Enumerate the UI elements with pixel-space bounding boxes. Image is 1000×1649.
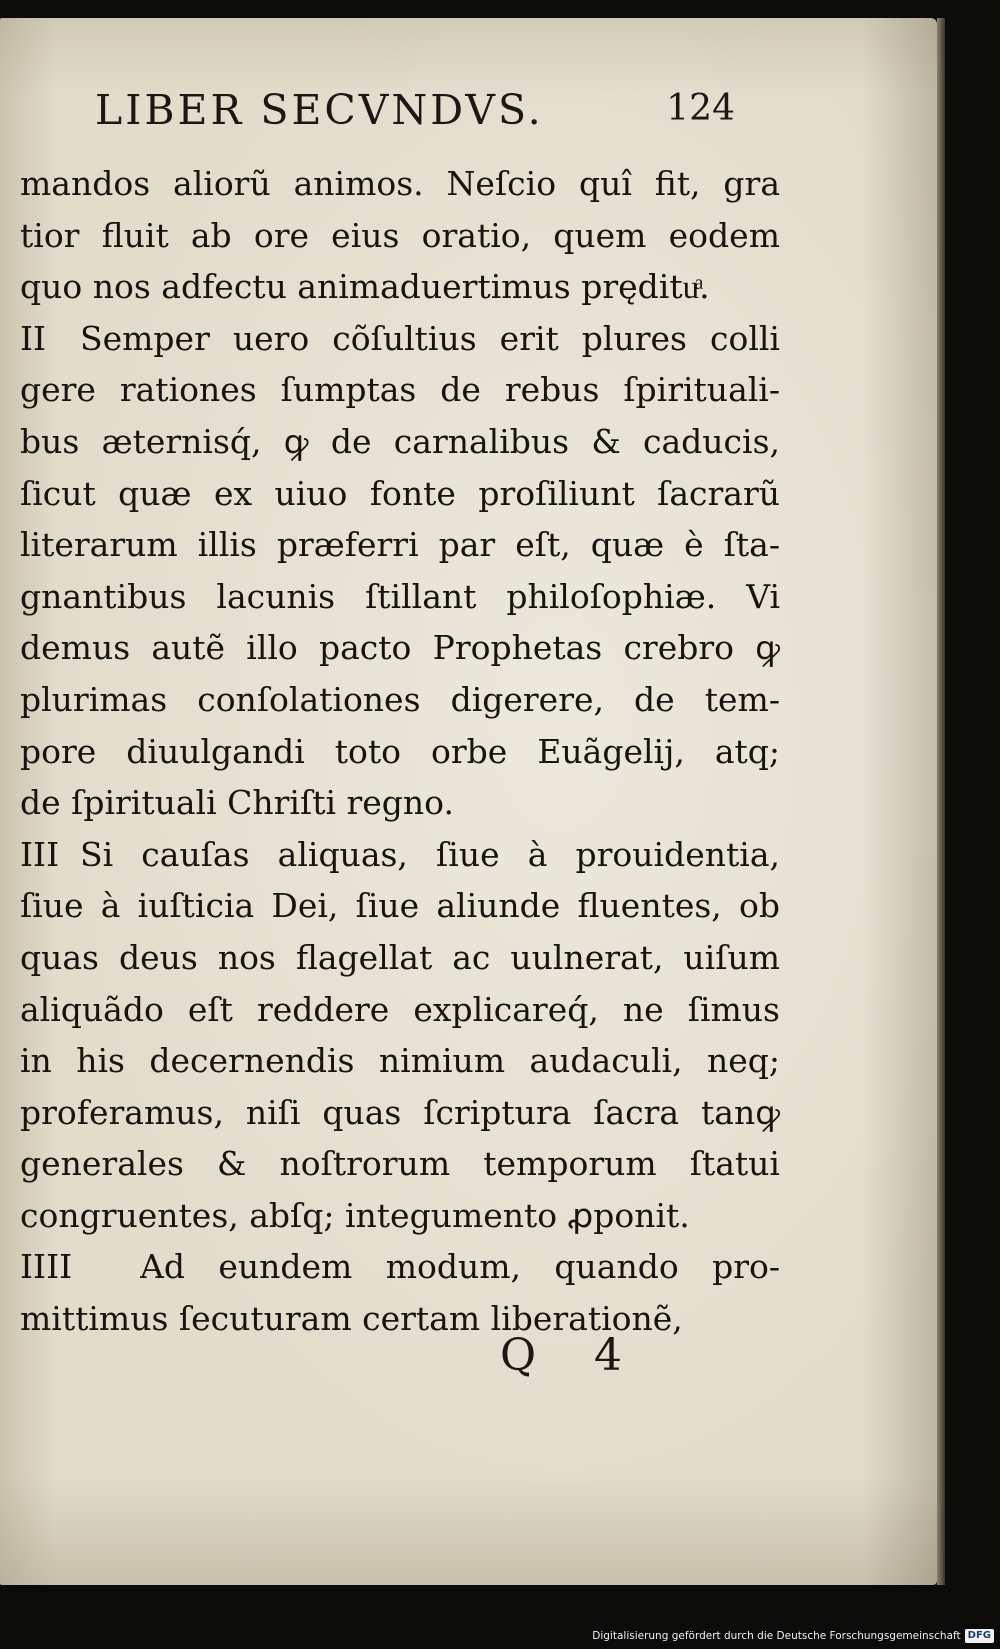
text-line	[20, 571, 780, 623]
line-text: literarum illis præferri par eſt, quæ è ſta-	[20, 525, 780, 565]
line-text: tior fluit ab ore eius oratio, quem eodem	[20, 215, 780, 255]
text-line	[20, 1190, 780, 1242]
text-line	[20, 674, 780, 726]
line-text: de ſpirituali Chriſti regno.	[20, 783, 454, 823]
section-numeral: II	[20, 318, 47, 358]
line-text: mittimus ſecuturam certam liberationẽ,	[20, 1299, 683, 1339]
line-text: ſicut quæ ex uiuo fonte proſiliunt ſacrarũ	[20, 473, 780, 513]
signature-mark: Q 4	[500, 1330, 645, 1381]
text-line	[20, 880, 780, 932]
line-text: demus autẽ illo pacto Prophetas crebro ꝙ	[20, 628, 780, 668]
line-text: Si cauſas aliquas, ſiue à prouidentia,	[80, 834, 780, 874]
credit-text: Digitalisierung gefördert durch die Deutsche Forschungsgemeinschaft	[592, 1630, 961, 1642]
line-text: pore diuulgandi toto orbe Euãgelij, atq;	[20, 731, 780, 771]
text-line	[20, 932, 780, 984]
digitization-credit	[592, 1627, 994, 1645]
line-text: gnantibus lacunis ſtillant philoſophiæ. Vi	[20, 576, 780, 616]
running-title: LIBER SECVNDVS.	[95, 86, 544, 134]
dfg-logo: DFG	[965, 1629, 994, 1643]
text-line	[20, 416, 780, 468]
line-text: quo nos adfectu animaduertimus prędituͣ.	[20, 267, 710, 307]
book-page	[0, 18, 937, 1585]
text-line	[20, 1087, 780, 1139]
line-text: in his decernendis nimium audaculi, neq;	[20, 1041, 780, 1081]
line-text: proferamus, niſi quas ſcriptura ſacra tanꝙ	[20, 1092, 780, 1132]
text-line	[20, 261, 780, 313]
line-text: aliquãdo eſt reddere explicareq́, ne ſimus	[20, 989, 780, 1029]
line-text: congruentes, abſq; integumento ꝓponit.	[20, 1195, 690, 1235]
line-text: Semper uero cõſultius erit plures colli	[80, 318, 780, 358]
text-line	[20, 313, 780, 365]
line-text: gere rationes ſumptas de rebus ſpirituali-	[20, 370, 780, 410]
text-line	[20, 364, 780, 416]
page-edge	[937, 18, 945, 1585]
text-line	[20, 519, 780, 571]
text-line	[20, 984, 780, 1036]
line-text: plurimas conſolationes digerere, de tem-	[20, 679, 780, 719]
section-numeral: IIII	[20, 1247, 73, 1287]
text-line	[20, 1293, 780, 1345]
line-text: generales & noſtrorum temporum ſtatui	[20, 1144, 780, 1184]
text-line	[20, 622, 780, 674]
text-line	[20, 158, 780, 210]
text-line	[20, 726, 780, 778]
text-line	[20, 468, 780, 520]
text-line	[20, 1035, 780, 1087]
text-line	[20, 777, 780, 829]
text-line	[20, 829, 780, 881]
line-text: Ad eundem modum, quando pro-	[140, 1247, 780, 1287]
line-text: quas deus nos flagellat ac uulnerat, uiſum	[20, 937, 780, 977]
line-text: mandos aliorũ animos. Neſcio quî fit, gra	[20, 164, 780, 203]
text-line	[20, 1138, 780, 1190]
body-text	[20, 158, 780, 1345]
page-header	[95, 86, 735, 136]
page-number: 124	[666, 88, 735, 129]
section-numeral: III	[20, 834, 60, 874]
line-text: bus æternisq́, ꝙ de carnalibus & caducis,	[20, 421, 780, 461]
line-text: ſiue à iuſticia Dei, ſiue aliunde fluentes, ob	[20, 886, 780, 926]
text-line	[20, 1241, 780, 1293]
text-line	[20, 210, 780, 262]
